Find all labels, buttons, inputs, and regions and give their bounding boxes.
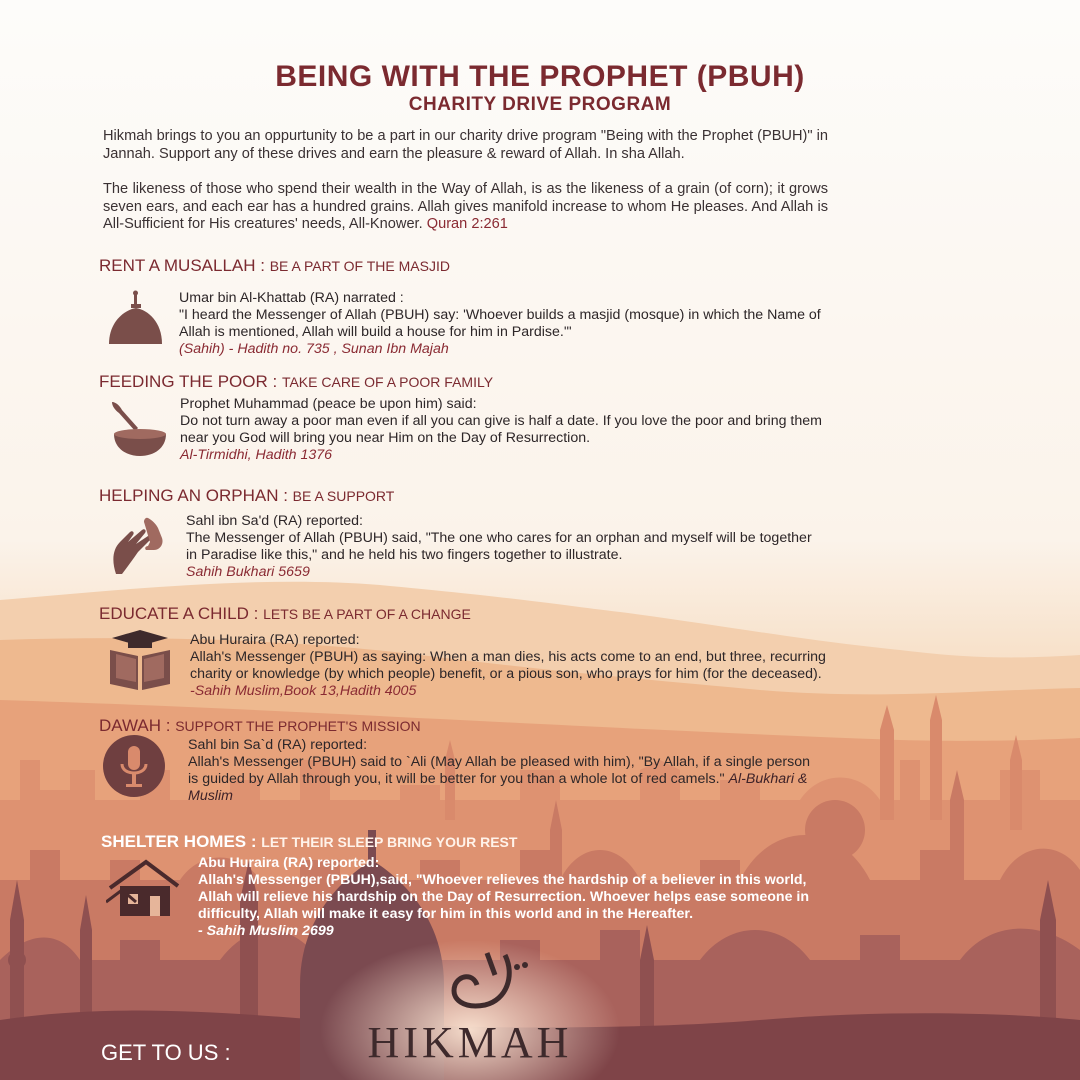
hadith-citation: -Sahih Muslim,Book 13,Hadith 4005 — [190, 683, 417, 699]
section-title: HELPING AN ORPHAN : — [99, 486, 288, 505]
hadith-block-6 — [198, 855, 826, 940]
section-subtitle: LETS BE A PART OF A CHANGE — [263, 606, 471, 622]
hadith-citation: - Sahih Muslim 2699 — [198, 923, 334, 939]
hadith-block-2 — [180, 396, 826, 464]
section-heading-feeding-poor — [99, 372, 493, 392]
section-heading-helping-orphan — [99, 486, 394, 506]
mosque-dome-icon — [104, 288, 168, 352]
intro-paragraph-2 — [103, 181, 828, 234]
intro-paragraph-1: Hikmah brings to you an oppurtunity to be a part in our charity drive program "Being with the Prophet (PBUH)" in Jannah. Support any of these drives and earn the pleasure & reward of Allah. In sha Allah. — [103, 128, 828, 162]
section-subtitle: TAKE CARE OF A POOR FAMILY — [281, 374, 494, 390]
section-subtitle: BE A SUPPORT — [292, 488, 395, 504]
hadith-citation: Al-Bukhari & Muslim — [188, 771, 808, 804]
section-title: DAWAH : — [99, 716, 171, 735]
hadith-text: "I heard the Messenger of Allah (PBUH) say: 'Whoever builds a masjid (mosque) in which the Name of Allah is mentioned, Allah will build a house for him in Pardise.'" — [179, 307, 821, 340]
quran-reference: Quran 2:261 — [426, 216, 508, 232]
section-title: EDUCATE A CHILD : — [99, 604, 259, 623]
hadith-block-3 — [186, 513, 826, 581]
food-bowl-icon — [108, 398, 172, 462]
section-subtitle: LET THEIR SLEEP BRING YOUR REST — [261, 834, 518, 850]
hadith-text: Allah's Messenger (PBUH) said to `Ali (May Allah be pleased with him), "By Allah, if a single person is guided by Allah through you, it will be better for you than a whole lot of red camels." — [188, 754, 811, 787]
section-subtitle: SUPPORT THE PROPHET'S MISSION — [175, 718, 421, 734]
hadith-block-4 — [190, 632, 826, 700]
hadith-narrator: Abu Huraira (RA) reported: — [190, 632, 360, 648]
section-title: FEEDING THE POOR : — [99, 372, 278, 391]
page-subtitle: CHARITY DRIVE PROGRAM — [408, 94, 672, 115]
hadith-narrator: Prophet Muhammad (peace be upon him) said: — [180, 396, 477, 412]
hadith-narrator: Sahl ibn Sa'd (RA) reported: — [186, 513, 363, 529]
hadith-citation: Al-Tirmidhi, Hadith 1376 — [180, 447, 333, 463]
section-title: RENT A MUSALLAH : — [99, 256, 265, 275]
calligraphy-mark-icon — [355, 945, 585, 1025]
quran-verse-text: The likeness of those who spend their wealth in the Way of Allah, is as the likeness of a grain (of corn); it grows seven ears, and each ear has a hundred grains. Allah gives manifold increase to whom He pleases. And Allah is All-Sufficient for His creatures' needs, All-Knower. — [103, 181, 828, 232]
hadith-narrator: Sahl bin Sa`d (RA) reported: — [188, 737, 368, 753]
houses-icon — [106, 858, 180, 918]
hadith-citation: Sahih Bukhari 5659 — [186, 564, 310, 580]
hadith-text: Do not turn away a poor man even if all you can give is half a date. If you love the poor and bring them near you God will bring you near Him on the Day of Resurrection. — [180, 413, 822, 446]
hadith-text-with-citation — [188, 754, 812, 805]
hadith-text: The Messenger of Allah (PBUH) said, "The one who cares for an orphan and myself will be together in Paradise like this," and he held his two fingers together to illustrate. — [186, 530, 812, 563]
section-heading-shelter-homes — [101, 832, 517, 852]
graduation-book-icon — [108, 628, 172, 692]
hadith-narrator: Umar bin Al-Khattab (RA) narrated : — [179, 290, 404, 306]
page-title: BEING WITH THE PROPHET (PBUH) — [275, 60, 805, 93]
hadith-text-with-citation — [190, 649, 826, 700]
section-heading-educate-child — [99, 604, 471, 624]
get-to-us-label: GET TO US : — [101, 1040, 231, 1065]
hadith-text: Allah's Messenger (PBUH) as saying: When a man dies, his acts come to an end, but three, recurring charity or knowledge (by which people) benefit, or a pious son, who prays for him (for the deceased). — [190, 649, 826, 682]
hadith-citation: (Sahih) - Hadith no. 735 , Sunan Ibn Majah — [179, 341, 449, 357]
hadith-narrator: Abu Huraira (RA) reported: — [198, 855, 380, 871]
microphone-icon — [102, 734, 166, 798]
hadith-block-5 — [188, 737, 812, 805]
section-heading-rent-musallah — [99, 256, 450, 276]
hikmah-logo-text: HIKMAH — [367, 1018, 573, 1067]
section-title: SHELTER HOMES : — [101, 832, 257, 851]
section-heading-dawah — [99, 716, 421, 736]
hikmah-logo — [355, 945, 585, 1070]
helping-hands-icon — [108, 514, 172, 578]
hadith-text: Allah's Messenger (PBUH),said, "Whoever relieves the hardship of a believer in this world, Allah will relieve his hardship on the Day of Resurrection. Whoever helps ease someone in difficulty, Allah will make it easy for him in this world and in the Hereafter. — [198, 872, 810, 922]
hadith-block-1 — [179, 290, 825, 358]
section-subtitle: BE A PART OF THE MASJID — [269, 258, 450, 274]
